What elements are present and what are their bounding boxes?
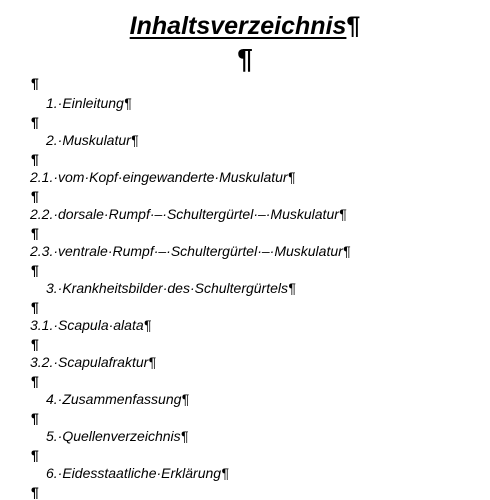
toc-entry-3: 3.·Krankheitsbilder·des·Schultergürtels¶ xyxy=(46,280,296,296)
toc-entry-2-3: 2.3.·ventrale·Rumpf·–·Schultergürtel·–·Muskulatur¶ xyxy=(30,243,351,259)
toc-entry-4: 4.·Zusammenfassung¶ xyxy=(46,391,189,407)
empty-paragraph-mark: ¶ xyxy=(31,410,39,426)
toc-title-text: Inhaltsverzeichnis xyxy=(129,12,347,40)
toc-entry-5: 5.·Quellenverzeichnis¶ xyxy=(46,428,189,444)
empty-paragraph-mark: ¶ xyxy=(31,336,39,352)
centered-paragraph-mark: ¶ xyxy=(237,43,253,74)
empty-paragraph-mark: ¶ xyxy=(31,188,39,204)
toc-title-paragraph-mark: ¶ xyxy=(346,12,361,40)
empty-paragraph-mark: ¶ xyxy=(31,484,39,500)
toc-entry-2: 2.·Muskulatur¶ xyxy=(46,132,139,148)
toc-entry-3-2: 3.2.·Scapulafraktur¶ xyxy=(30,354,156,370)
toc-entry-6: 6.·Eidesstaatliche·Erklärung¶ xyxy=(46,465,229,481)
empty-paragraph-mark: ¶ xyxy=(31,262,39,278)
empty-paragraph-mark: ¶ xyxy=(31,75,39,91)
empty-paragraph-mark: ¶ xyxy=(31,299,39,315)
empty-paragraph-mark: ¶ xyxy=(31,373,39,389)
empty-paragraph-mark: ¶ xyxy=(31,151,39,167)
toc-entry-2-2: 2.2.·dorsale·Rumpf·–·Schultergürtel·–·Muskulatur¶ xyxy=(30,206,347,222)
toc-entry-1: 1.·Einleitung¶ xyxy=(46,95,132,111)
empty-paragraph-mark: ¶ xyxy=(31,447,39,463)
toc-entry-2-1: 2.1.·vom·Kopf·eingewanderte·Muskulatur¶ xyxy=(30,169,296,185)
empty-paragraph-mark: ¶ xyxy=(31,114,39,130)
toc-entry-3-1: 3.1.·Scapula·alata¶ xyxy=(30,317,152,333)
toc-title xyxy=(0,10,490,42)
empty-paragraph-mark: ¶ xyxy=(31,225,39,241)
